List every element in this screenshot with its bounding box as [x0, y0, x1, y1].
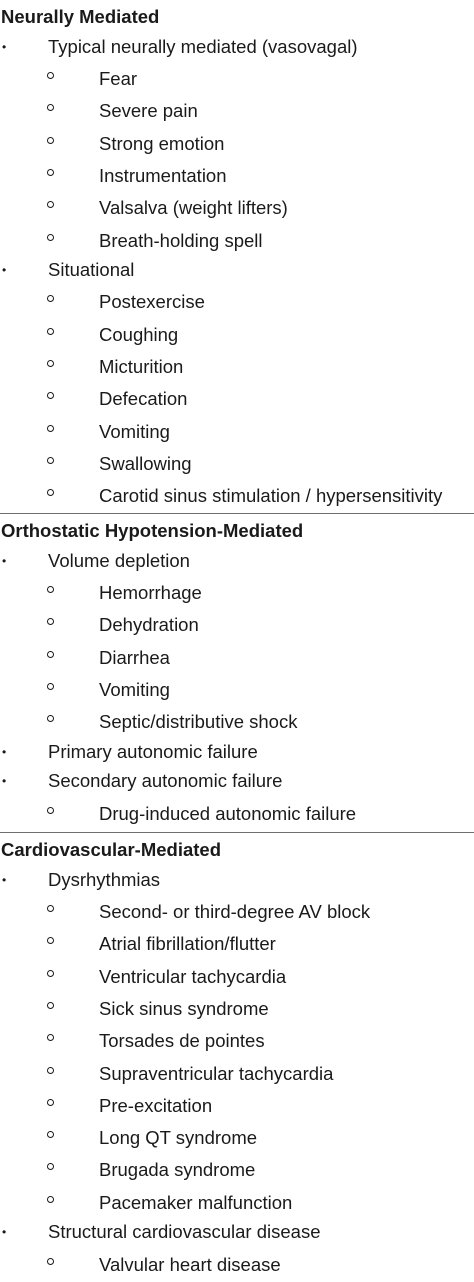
- hollow-circle-bullet-icon: [47, 715, 54, 722]
- sub-list-item-label: Instrumentation: [99, 164, 227, 186]
- hollow-circle-bullet-icon: [47, 1002, 54, 1009]
- sub-list-item-label: Pre-excitation: [99, 1094, 213, 1116]
- sub-list-item-label: Breath-holding spell: [99, 229, 263, 251]
- hollow-circle-bullet-icon: [47, 937, 54, 944]
- sub-list-item-label: Vomiting: [99, 420, 170, 442]
- sub-list-item-label: Second- or third-degree AV block: [99, 901, 371, 922]
- sub-list-item-label: Defecation: [99, 388, 188, 410]
- hollow-circle-bullet-icon: [47, 1163, 54, 1170]
- hollow-circle-bullet-icon: [47, 234, 54, 241]
- hollow-circle-bullet-icon: [47, 1258, 54, 1265]
- sub-list-item-label: Vomiting: [99, 678, 170, 700]
- hollow-circle-bullet-icon: [47, 651, 54, 658]
- hollow-circle-bullet-icon: [47, 586, 54, 593]
- hollow-circle-bullet-icon: [47, 457, 54, 464]
- hollow-circle-bullet-icon: [47, 360, 54, 367]
- sub-list-item-label: Atrial fibrillation/flutter: [99, 933, 276, 955]
- sub-list-item-label: Brugada syndrome: [99, 1159, 256, 1181]
- list-item-label: Typical neurally mediated (vasovagal): [48, 35, 358, 57]
- sub-list-item-label: Valvular heart disease: [99, 1253, 281, 1275]
- section-heading: Orthostatic Hypotension-Mediated: [1, 520, 304, 541]
- hollow-circle-bullet-icon: [47, 1067, 54, 1074]
- hollow-circle-bullet-icon: [47, 807, 54, 814]
- section-heading: Cardiovascular-Mediated: [1, 839, 222, 860]
- sub-list-item-label: Dehydration: [99, 614, 199, 636]
- sub-list-item-label: Diarrhea: [99, 646, 170, 668]
- hollow-circle-bullet-icon: [47, 137, 54, 144]
- bullet-icon: •: [2, 1225, 7, 1239]
- sub-list-item-label: Supraventricular tachycardia: [99, 1062, 334, 1084]
- list-item-label: Volume depletion: [48, 549, 190, 571]
- bullet-icon: •: [2, 774, 7, 788]
- section-divider: [0, 832, 474, 833]
- hollow-circle-bullet-icon: [47, 905, 54, 912]
- sub-list-item-label: Fear: [99, 68, 138, 89]
- hollow-circle-bullet-icon: [47, 683, 54, 690]
- sub-list-item-label: Swallowing: [99, 452, 192, 474]
- hollow-circle-bullet-icon: [47, 489, 54, 496]
- sub-list-item-label: Strong emotion: [99, 132, 225, 154]
- hollow-circle-bullet-icon: [47, 392, 54, 399]
- sub-list-item-label: Torsades de pointes: [99, 1030, 265, 1052]
- hollow-circle-bullet-icon: [47, 1034, 54, 1041]
- sub-list-item-label: Ventricular tachycardia: [99, 965, 287, 987]
- bullet-icon: •: [2, 744, 7, 759]
- hollow-circle-bullet-icon: [47, 1099, 54, 1106]
- sub-list-item-label: Coughing: [99, 323, 179, 345]
- sub-list-item-label: Pacemaker malfunction: [99, 1191, 293, 1213]
- bullet-icon: •: [2, 39, 7, 54]
- hollow-circle-bullet-icon: [47, 201, 54, 208]
- sub-list-item-label: Valsalva (weight lifters): [99, 197, 288, 219]
- sub-list-item-label: Carotid sinus stimulation / hypersensitivity: [99, 485, 443, 507]
- list-item-label: Situational: [48, 258, 135, 280]
- bullet-icon: •: [2, 262, 7, 277]
- hollow-circle-bullet-icon: [47, 104, 54, 111]
- sub-list-item-label: Severe pain: [99, 100, 198, 122]
- hollow-circle-bullet-icon: [47, 328, 54, 335]
- bullet-icon: •: [2, 553, 7, 568]
- hollow-circle-bullet-icon: [47, 1196, 54, 1203]
- list-item-label: Structural cardiovascular disease: [48, 1221, 321, 1242]
- bullet-icon: •: [2, 872, 7, 887]
- sub-list-item-label: Postexercise: [99, 291, 205, 313]
- sub-list-item-label: Hemorrhage: [99, 582, 202, 603]
- sub-list-item-label: Micturition: [99, 355, 184, 377]
- hollow-circle-bullet-icon: [47, 1131, 54, 1138]
- list-item-label: Secondary autonomic failure: [48, 770, 283, 791]
- sub-list-item-label: Drug-induced autonomic failure: [99, 802, 357, 824]
- hollow-circle-bullet-icon: [47, 295, 54, 302]
- hollow-circle-bullet-icon: [47, 618, 54, 625]
- list-item-label: Primary autonomic failure: [48, 740, 258, 762]
- section-divider: [0, 513, 474, 514]
- sub-list-item-label: Long QT syndrome: [99, 1127, 258, 1149]
- sub-list-item-label: Sick sinus syndrome: [99, 997, 269, 1019]
- hollow-circle-bullet-icon: [47, 970, 54, 977]
- hollow-circle-bullet-icon: [47, 425, 54, 432]
- list-item-label: Dysrhythmias: [48, 868, 161, 890]
- sub-list-item-label: Septic/distributive shock: [99, 711, 298, 733]
- hollow-circle-bullet-icon: [47, 169, 54, 176]
- hollow-circle-bullet-icon: [47, 72, 54, 79]
- section-heading: Neurally Mediated: [1, 6, 160, 27]
